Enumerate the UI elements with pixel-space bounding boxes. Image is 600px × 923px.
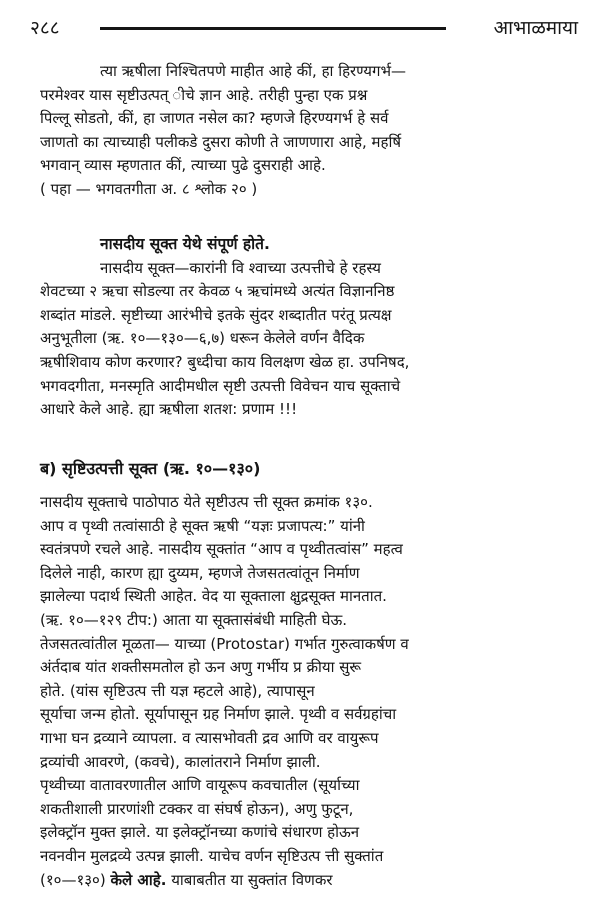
text-line: त्या ऋषीला निश्चितपणे माहीत आहे कीं, हा हिरण्यगर्भ— [100,62,407,80]
text-line: पृथ्वीच्या वातावरणातील आणि वायूरूप कवचातील (सूर्याच्या [40,776,360,795]
text-line: नासदीय सूक्ताचे पाठोपाठ येते सृष्टीउत्प त्ती सूक्त क्रमांक १३०. [40,493,373,511]
text-line: ( पहा — भगवतगीता अ. ८ श्लोक २० ) [40,179,258,198]
text-line: स्वतंत्रपणे रचले आहे. नासदीय सूक्तांत “आप व पृथ्वीतत्वांस” महत्व [40,540,403,559]
text-line: नासदीय सूक्त—कारांनी वि श्वाच्या उत्पत्तीचे हे रहस्य [100,258,381,277]
text-line: ऋषीशिवाय कोण करणार? बुध्दीचा काय विलक्षण खेळ हा. उपनिषद, [40,352,410,371]
last-line-end: याबाबतीत या सुक्तांत विणकर [171,870,333,889]
text-line: सूर्याचा जन्म होतो. सूर्यापासून ग्रह निर्माण झाले. पृथ्वी व सर्वग्रहांचा [40,705,397,724]
text-line: आप व पृथ्वी तत्वांसाठी हे सूक्त ऋषी “यज्ञः प्रजापत्य:” यांनी [40,516,365,535]
text-line: अंर्तदाब यांत शक्तीसमतोल हो ऊन अणु गर्भीय प्र क्रीया सुरू [40,658,362,677]
text-line: शब्दांत मांडले. सृष्टीच्या आरंभीचे इतके सुंदर शब्दातीत परंतू प्रत्यक्ष [40,305,392,324]
paragraph-nasadiya [40,233,570,422]
text-line: दिलेले नाही, कारण ह्या दुय्यम, म्हणजे तेजसतत्वांतून निर्माण [40,563,360,582]
page-number: २८८ [30,17,60,39]
paragraph-hiranyagarbha [40,60,570,202]
text-line: पिल्लू सोडतो, कीं, हा जाणत नसेल का? म्हणजे हिरण्यगर्भ हे सर्व [40,109,389,128]
text-line: परमेश्वर यास सृष्टीउत्पत्‌ ीचे ज्ञान आहे. तरीही पुन्हा एक प्रश्न [40,85,368,104]
text-line: इलेक्ट्रॉन मुक्त झाले. या इलेक्ट्रॉनच्या कणांचे संधारण होऊन [40,823,360,842]
section-heading-b: ब) सृष्टिउत्पत्ती सूक्त (ऋ. १०—१३०) [40,459,261,478]
text-line: शेवटच्या २ ऋचा सोडल्या तर केवळ ५ ऋचांमध्ये अत्यंत विज्ञाननिष्ठ [40,282,395,301]
text-line: द्रव्यांची आवरणे, (कवचे), कालांतराने निर्माण झाली. [40,752,321,771]
text-line: नवनवीन मुलद्रव्ये उत्पन्न झाली. याचेच वर्णन सृष्टिउत्प त्ती सुक्तांत [40,846,384,865]
text-line-last [40,869,570,893]
text-line: तेजसतत्वांतील मूळता— याच्या (Protostar) गर्भात गुरुत्वाकर्षण व [40,634,409,653]
last-line-bold: केले आहे. [110,870,167,889]
text-line: झालेल्या पदार्थ स्थिती आहेत. वेद या सूक्ताला क्षुद्रसूक्त मानतात. [40,587,387,606]
text-line: जाणतो का त्याच्याही पलीकडे दुसरा कोणी ते जाणणारा आहे, महर्षि [40,132,402,151]
running-title: आभाळमाया [493,17,578,39]
text-line: भगवान्‌ व्यास म्हणतात कीं, त्याच्या पुढे दुसराही आहे. [40,156,326,175]
text-line: होते. (यांस सृष्टिउत्प त्ती यज्ञ म्हटले आहे), त्यापासून [40,681,315,700]
paragraph-srushti-utpatti [40,491,570,892]
text-line: गाभा घन द्रव्याने व्यापला. व त्यासभोवती द्रव आणि वर वायुरूप [40,728,379,747]
page-header [30,14,578,44]
text-line: भगवदगीता, मनस्मृति आदीमधील सृष्टी उत्पत्ती विवेचन याच सूक्ताचे [40,376,401,395]
text-line: शकतीशाली प्रारणांशी टक्कर वा संघर्ष होऊन), अणु फुटून, [40,799,354,818]
text-line: अनुभूतीला (ऋ. १०—१३०—६,७) धरून केलेले वर्णन वैदिक [40,329,365,348]
last-line-start: (१०—१३०) [40,870,106,889]
section-end-note: नासदीय सूक्त येथे संपूर्ण होते. [100,235,270,253]
text-line: (ऋ. १०—१२९ टीप:) आता या सूक्तासंबंधी माहिती घेऊ. [40,610,347,629]
header-rule [100,27,446,30]
text-line: आधारे केले आहे. ह्या ऋषीला शतश: प्रणाम !!! [40,400,298,419]
